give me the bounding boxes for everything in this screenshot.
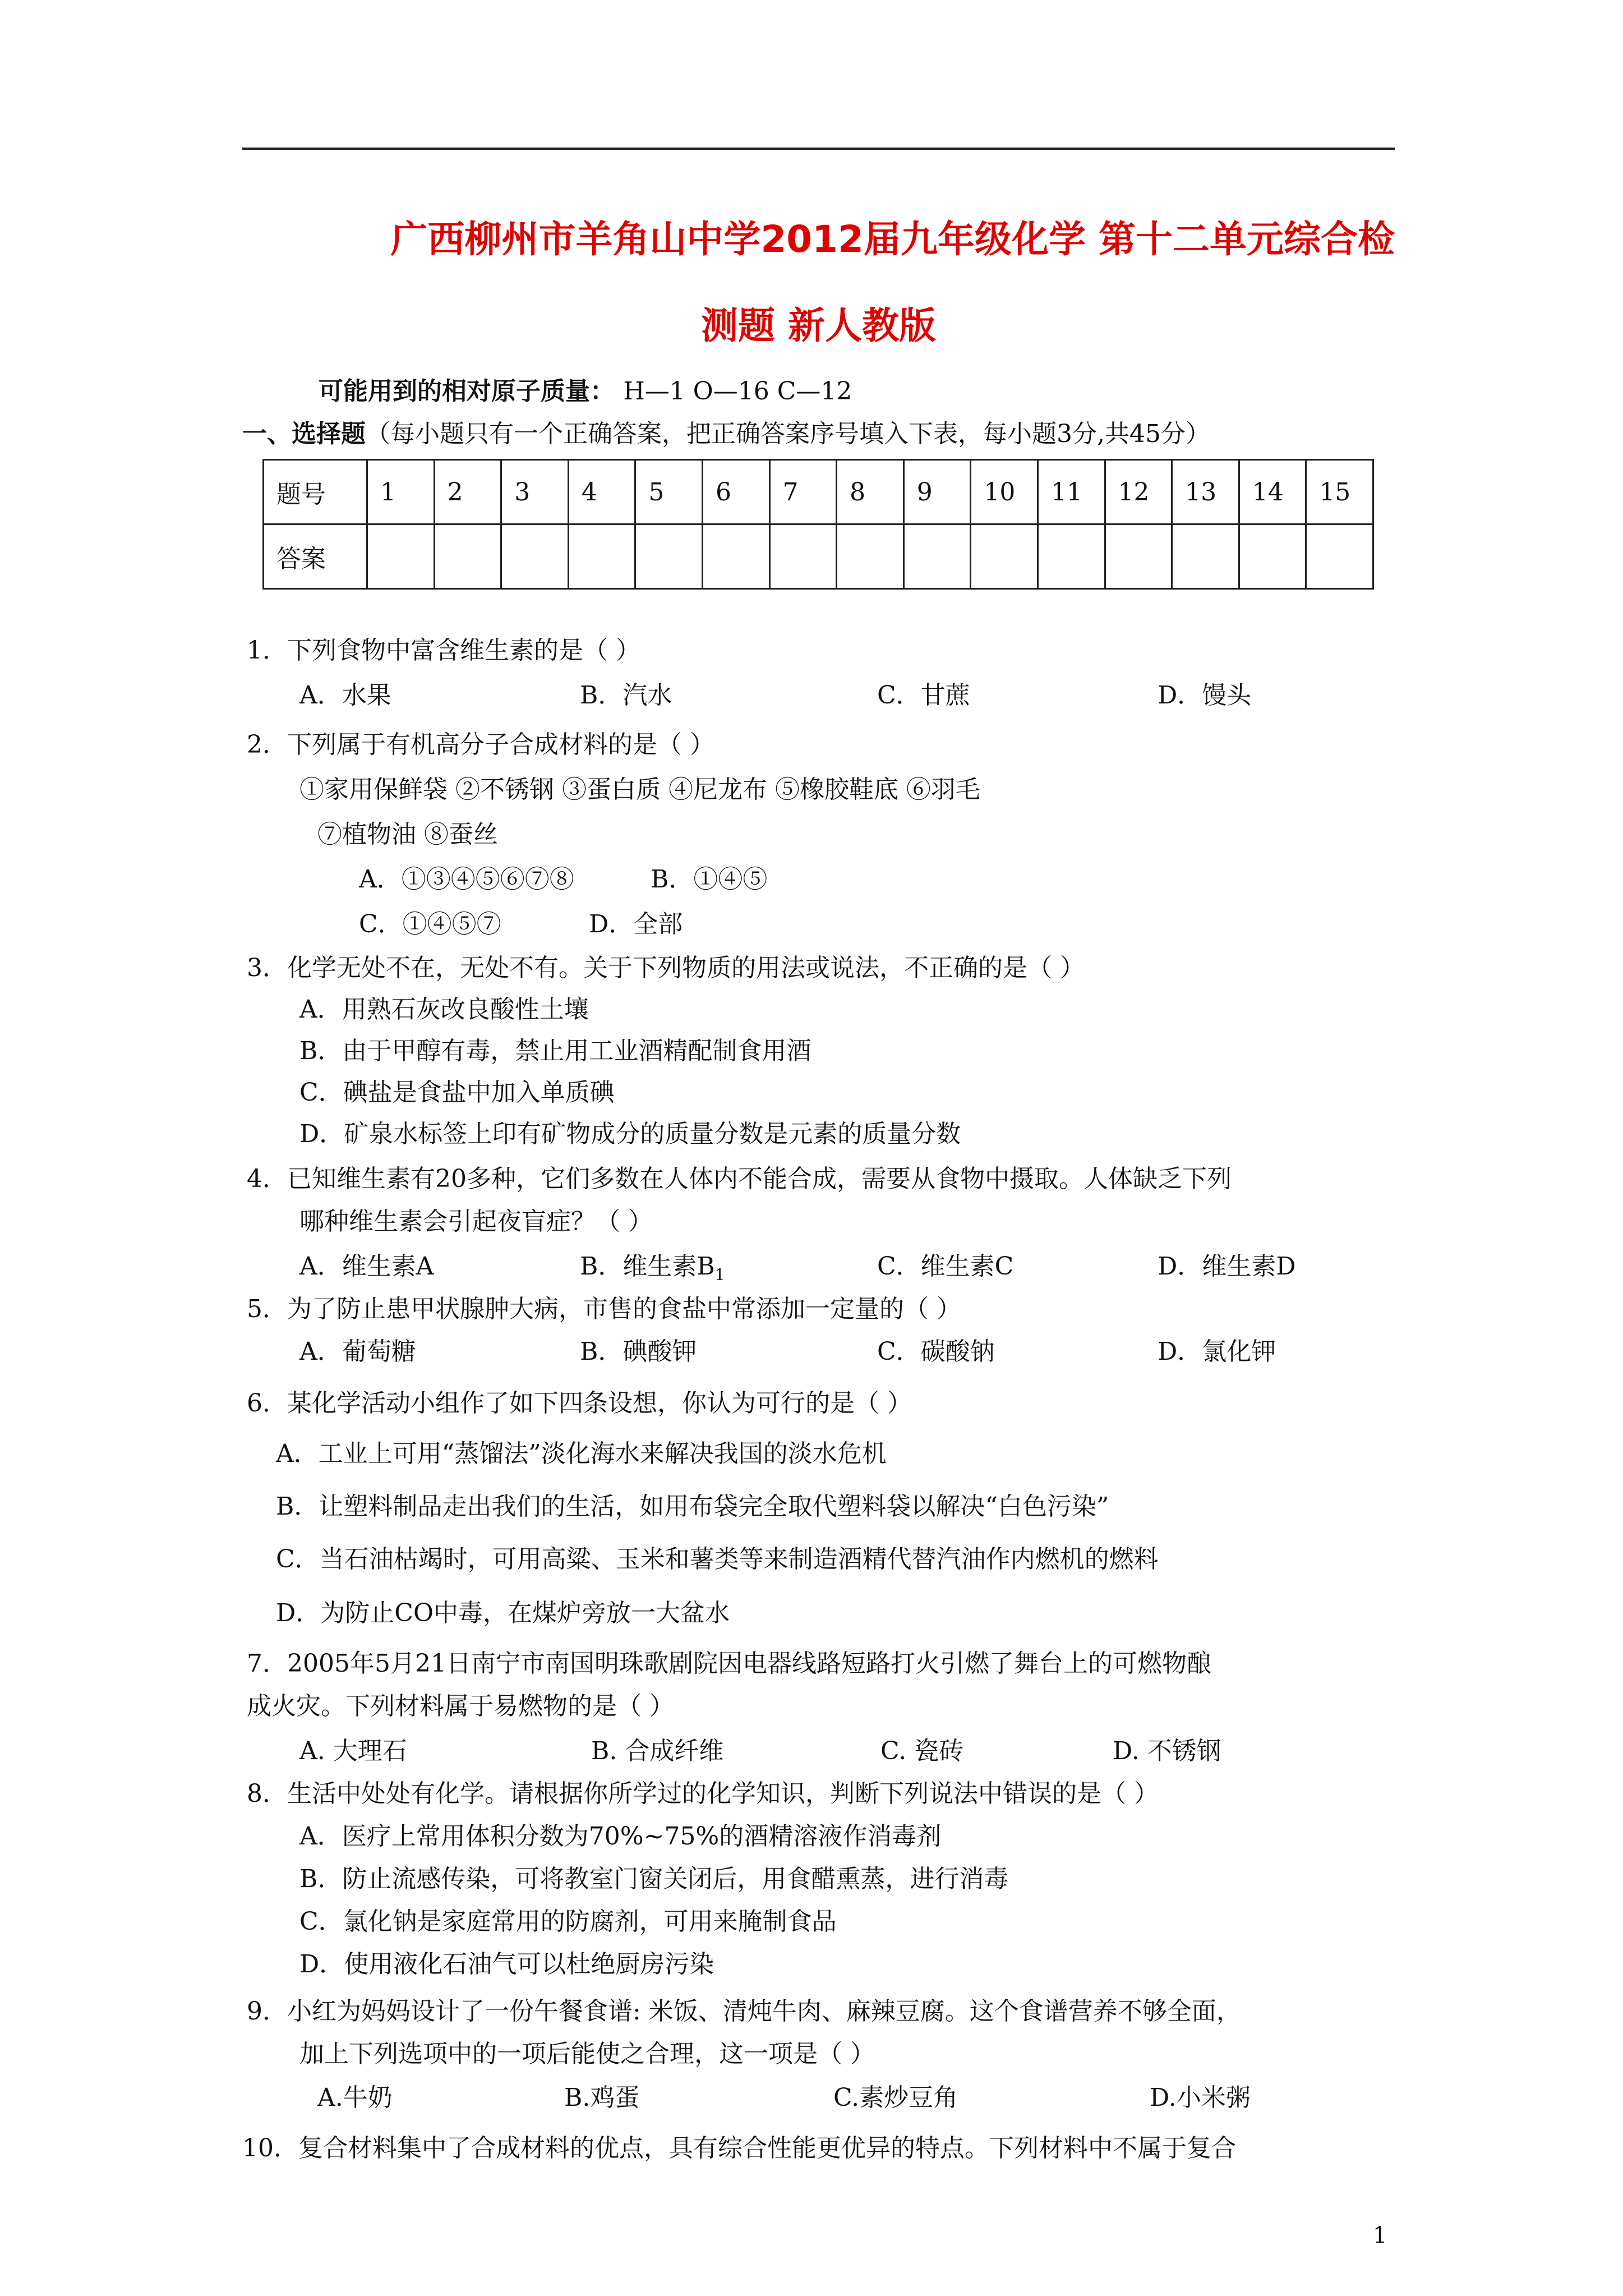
q4-stem-line-1: 4．已知维生素有20多种，它们多数在人体内不能合成，需要从食物中摄取。人体缺乏下列 (247, 1165, 1232, 1193)
answer-cell[interactable] (367, 524, 435, 589)
q5-option-c: C．碳酸钠 (877, 1337, 995, 1366)
table-row-label: 题号 (264, 460, 367, 524)
q4-option-d: D．维生素D (1158, 1252, 1296, 1281)
q8-stem: 8．生活中处处有化学。请根据你所学过的化学知识，判断下列说法中错误的是（ ） (247, 1779, 1159, 1808)
question-number-cell: 14 (1239, 460, 1306, 524)
q9-option-c: C.素炒豆角 (833, 2083, 958, 2112)
q1-stem: 1．下列食物中富含维生素的是（ ） (247, 636, 640, 665)
q1-option-d: D．馒头 (1158, 681, 1252, 710)
q9-option-d: D.小米粥 (1150, 2083, 1251, 2112)
q4-option-a: A．维生素A (299, 1252, 434, 1281)
q3-option-c: C．碘盐是食盐中加入单质碘 (299, 1078, 615, 1107)
q2-option-a: A．①③④⑤⑥⑦⑧ (359, 865, 574, 894)
q5-stem: 5．为了防止患甲状腺肿大病，市售的食盐中常添加一定量的（ ） (247, 1295, 961, 1323)
q1-option-b: B．汽水 (580, 681, 672, 710)
q2-items-line-1: ①家用保鲜袋 ②不锈钢 ③蛋白质 ④尼龙布 ⑤橡胶鞋底 ⑥羽毛 (299, 775, 980, 804)
q9-options (317, 2081, 1327, 2115)
q9-stem-line-1: 9．小红为妈妈设计了一份午餐食谱: 米饭、清炖牛肉、麻辣豆腐。这个食谱营养不够全面， (247, 1997, 1241, 2026)
answer-cell[interactable] (1038, 524, 1105, 589)
section-1-title: 一、选择题 (242, 420, 366, 448)
q7-options (299, 1734, 1365, 1768)
question-number-cell: 9 (903, 460, 971, 524)
q2-option-d: D．全部 (589, 910, 683, 938)
question-number-cell: 1 (367, 460, 435, 524)
q5-option-b: B．碘酸钾 (580, 1337, 697, 1366)
question-number-cell: 12 (1105, 460, 1172, 524)
question-number-cell: 6 (702, 460, 769, 524)
q2-stem: 2．下列属于有机高分子合成材料的是（ ） (247, 730, 714, 759)
q2-items-line-2: ⑦植物油 ⑧蚕丝 (317, 820, 498, 849)
title-line-1: 广西柳州市羊角山中学2012届九年级化学 第十二单元综合检 (390, 218, 1395, 261)
q7-option-c: C. 瓷砖 (880, 1737, 964, 1765)
q6-stem: 6．某化学活动小组作了如下四条设想，你认为可行的是（ ） (247, 1389, 912, 1418)
q5-option-d: D．氯化钾 (1158, 1337, 1276, 1366)
q7-option-d: D. 不锈钢 (1113, 1737, 1221, 1765)
question-number-cell: 13 (1172, 460, 1239, 524)
q4-stem-line-2: 哪种维生素会引起夜盲症？（ ） (299, 1207, 653, 1236)
q9-stem-line-2: 加上下列选项中的一项后能使之合理，这一项是（ ） (299, 2040, 875, 2068)
question-number-cell: 2 (434, 460, 501, 524)
section-1-instruction: （每小题只有一个正确答案，把正确答案序号填入下表，每小题3分,共45分） (366, 420, 1210, 448)
page-number: 1 (1373, 2223, 1387, 2248)
q7-stem-line-2: 成火灾。下列材料属于易燃物的是（ ） (247, 1692, 674, 1720)
question-number-cell: 11 (1038, 460, 1105, 524)
question-number-cell: 4 (568, 460, 635, 524)
answer-cell[interactable] (568, 524, 635, 589)
answer-cell[interactable] (1306, 524, 1373, 589)
question-number-cell: 5 (635, 460, 703, 524)
answer-cell[interactable] (501, 524, 569, 589)
header-rule (242, 148, 1395, 150)
q4-option-b (580, 1250, 725, 1292)
answer-table-number-row (264, 460, 1373, 524)
q3-option-d: D．矿泉水标签上印有矿物成分的质量分数是元素的质量分数 (299, 1120, 961, 1148)
answer-table (262, 459, 1374, 590)
q2-options-row-1 (359, 863, 1032, 896)
title-line-2: 测题 新人教版 (701, 304, 936, 347)
answer-cell[interactable] (903, 524, 971, 589)
answer-cell[interactable] (769, 524, 837, 589)
q8-option-b: B．防止流感传染，可将教室门窗关闭后，用食醋熏蒸，进行消毒 (299, 1865, 1009, 1893)
q3-option-a: A．用熟石灰改良酸性土壤 (299, 995, 589, 1024)
q2-option-b: B．①④⑤ (651, 865, 768, 894)
q9-option-a: A.牛奶 (317, 2083, 393, 2112)
question-number-cell: 15 (1306, 460, 1373, 524)
atomic-mass-note (319, 375, 852, 408)
answer-cell[interactable] (971, 524, 1038, 589)
q6-option-c: C．当石油枯竭时，可用高粱、玉米和薯类等来制造酒精代替汽油作内燃机的燃料 (276, 1545, 1159, 1573)
q10-stem: 10．复合材料集中了合成材料的优点，具有综合性能更优异的特点。下列材料中不属于复合 (242, 2134, 1236, 2162)
q1-option-c: C．甘蔗 (877, 681, 970, 710)
q2-options-row-2 (359, 908, 1032, 941)
q6-option-d: D．为防止CO中毒，在煤炉旁放一大盆水 (276, 1599, 730, 1627)
q4-option-c: C．维生素C (877, 1252, 1014, 1281)
answer-cell[interactable] (1172, 524, 1239, 589)
question-number-cell: 3 (501, 460, 569, 524)
q4-option-b-subscript: 1 (714, 1265, 725, 1284)
q1-option-a: A．水果 (299, 681, 391, 710)
answer-cell[interactable] (1239, 524, 1306, 589)
q1-options (299, 679, 1365, 712)
q6-option-a: A．工业上可用“蒸馏法”淡化海水来解决我国的淡水危机 (276, 1439, 887, 1468)
answer-table-answer-row (264, 524, 1373, 589)
q9-option-b: B.鸡蛋 (564, 2083, 640, 2112)
answer-cell[interactable] (702, 524, 769, 589)
q7-option-a: A. 大理石 (299, 1737, 407, 1765)
q6-option-b: B．让塑料制品走出我们的生活，如用布袋完全取代塑料袋以解决“白色污染” (276, 1492, 1109, 1521)
q8-option-c: C．氯化钠是家庭常用的防腐剂，可用来腌制食品 (299, 1907, 837, 1936)
q3-option-b: B．由于甲醇有毒，禁止用工业酒精配制食用酒 (299, 1037, 811, 1065)
q7-option-b: B. 合成纤维 (591, 1737, 724, 1765)
q8-option-a: A．医疗上常用体积分数为70%~75%的酒精溶液作消毒剂 (299, 1822, 942, 1851)
q2-option-c: C．①④⑤⑦ (359, 910, 501, 938)
question-number-cell: 10 (971, 460, 1038, 524)
answer-cell[interactable] (837, 524, 904, 589)
atomic-mass-values: H—1 O—16 C—12 (623, 377, 852, 406)
q7-stem-line-1: 7．2005年5月21日南宁市南国明珠歌剧院因电器线路短路打火引燃了舞台上的可燃物酿 (247, 1649, 1211, 1678)
q4-options (299, 1250, 1365, 1283)
answer-cell[interactable] (434, 524, 501, 589)
q5-option-a: A．葡萄糖 (299, 1337, 416, 1366)
table-row-label: 答案 (264, 524, 367, 589)
q5-options (299, 1335, 1365, 1369)
answer-cell[interactable] (1105, 524, 1172, 589)
atomic-mass-label: 可能用到的相对原子质量： (319, 377, 615, 406)
q4-option-b-text: B．维生素B (580, 1252, 715, 1281)
answer-cell[interactable] (635, 524, 703, 589)
section-1-heading (242, 417, 1210, 451)
question-number-cell: 8 (837, 460, 904, 524)
question-number-cell: 7 (769, 460, 837, 524)
q8-option-d: D．使用液化石油气可以杜绝厨房污染 (299, 1950, 714, 1978)
q3-stem: 3．化学无处不在，无处不有。关于下列物质的用法或说法，不正确的是（ ） (247, 954, 1085, 982)
